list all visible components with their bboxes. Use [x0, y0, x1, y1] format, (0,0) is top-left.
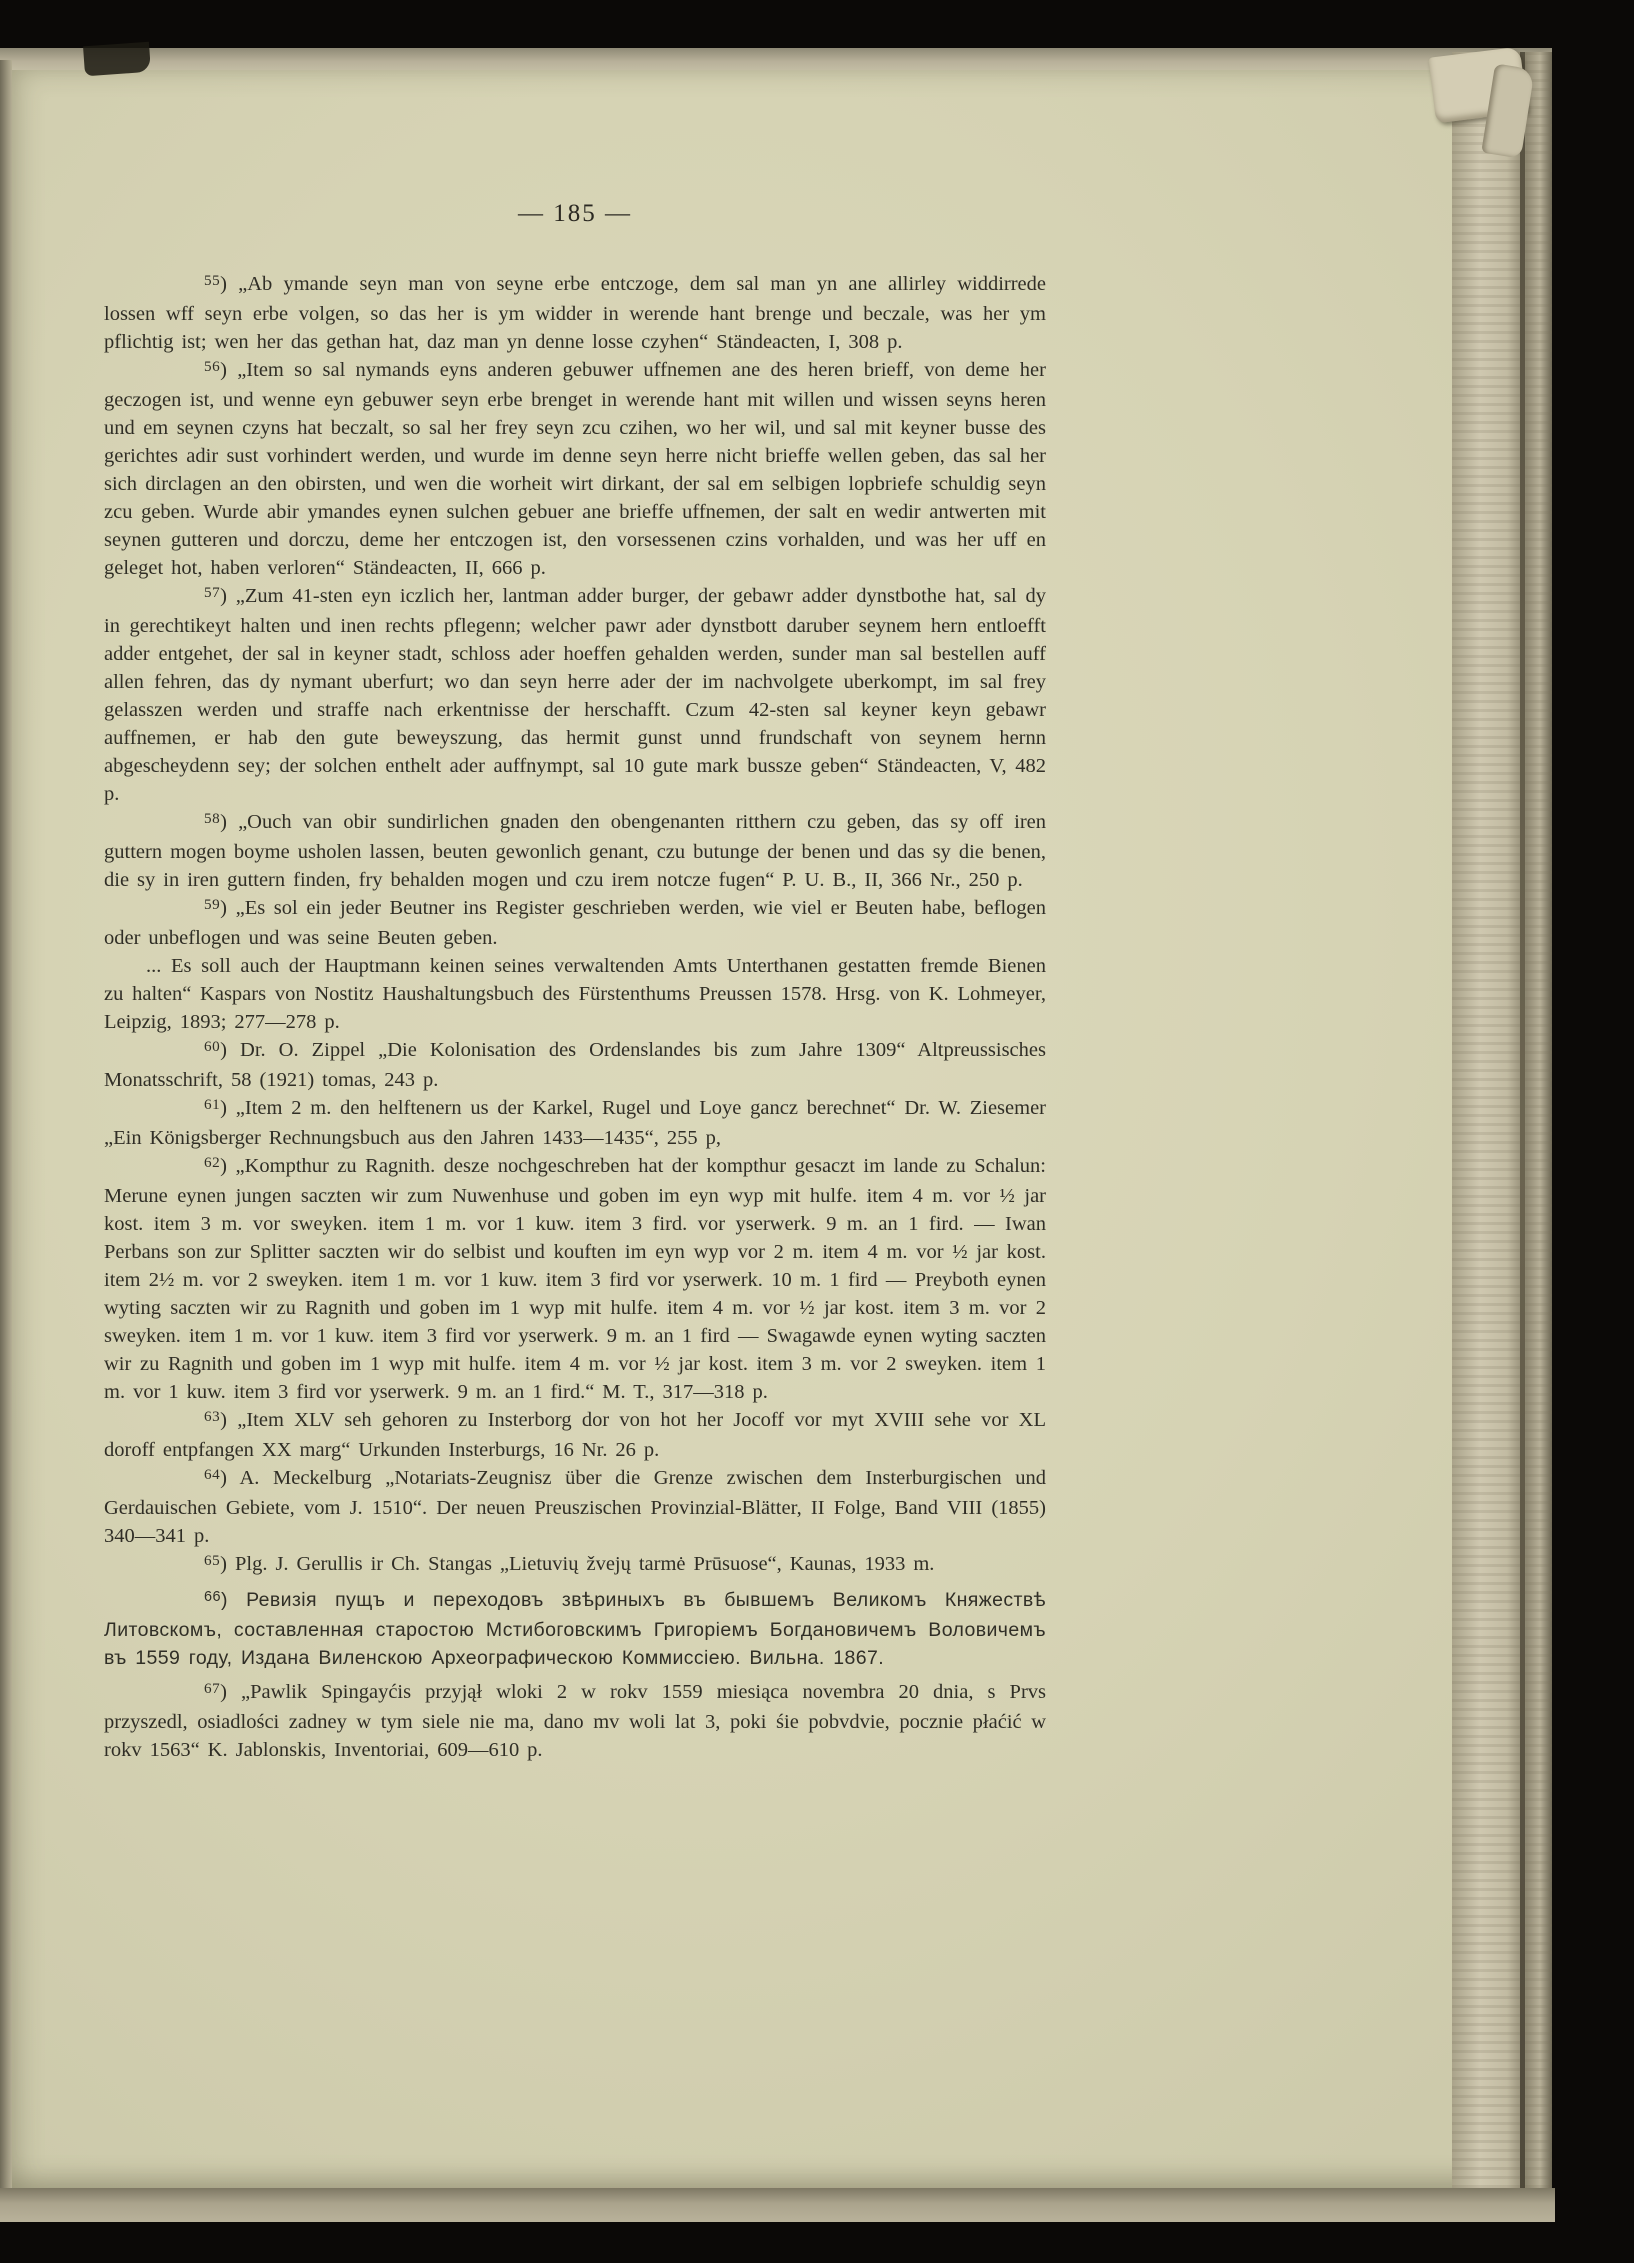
footnote-number: 65 [204, 1552, 221, 1570]
page-top-edge [0, 48, 1552, 72]
top-left-tear [83, 42, 151, 77]
footnote-text: „Item 2 m. den helftenern us der Karkel, Rugel und Loye gancz berechnet“ Dr. W. Ziesemer „Ein Königsberger Rechnungsbuch aus den Jahren 1433—1435“, 255 p, [104, 1097, 1046, 1149]
page-bottom-edge [0, 2188, 1555, 2222]
footnote-number: 59 [204, 896, 221, 914]
footnote-number: 62 [204, 1154, 221, 1172]
footnote-number: 58 [204, 810, 221, 828]
footnote-number: 61 [204, 1096, 221, 1114]
footnote-text: Plg. J. Gerullis ir Ch. Stangas „Lietuvių žvejų tarmė Prūsuose“, Kaunas, 1933 m. [234, 1553, 935, 1575]
footnote-number: 63 [204, 1408, 221, 1426]
footnote: $^{63}$) „Item XLV seh gehoren zu Insterborg dor von hot her Jocoff vor myt XVIII sehe vor XL doroff entpfangen XX marg“ Urkunden Insterburgs, 16 Nr. 26 p. [104, 1408, 1046, 1461]
binding-seam [1520, 52, 1525, 2212]
footnote-text: ... Es soll auch der Hauptmann keinen seines verwaltenden Amts Unterthanen gestatten fremde Bienen zu halten“ Kaspars von Nostitz Haushaltungsbuch des Fürstenthums Preussen 1578. Hrsg. von K. Lohmeyer, Leipzig, 1893; 277—278 p. [104, 955, 1046, 1033]
footnote: $^{55}$) „Ab ymande seyn man von seyne erbe entczoge, dem sal man yn ane allirley widdirrede lossen wff seyn erbe volgen, so das her is ym widder in werende hant brenge und beczale, was her ym pflichtig ist; wen her das gethan hat, daz man yn denne losse czyhen“ Ständeacten, I, 308 p. [104, 272, 1046, 353]
page-left-edge [0, 60, 12, 2220]
footnote-number: 67 [204, 1680, 221, 1698]
footnote-number: 55 [204, 272, 221, 290]
footnote: $^{56}$) „Item so sal nymands eyns anderen gebuwer uffnemen ane des heren brieff, von deme her geczogen ist, und wenne eyn gebuwer seyn erbe brenget in werende hant mit willen und wissen seyns heren und em seynen czyns hat beczalt, so sal her frey seyn zcu czihen, wo her wil, und sal mit keyner busse des gerichtes adir sust vorhindert werden, und wurde im denne seyn herre nicht brieffe wellen geben, das sal her sich dirclagen an den obirsten, und wen die worheit wirt dirkant, der sal em selbigen lopbriefe schuldig seyn zcu geben. Wurde abir ymandes eynen sulchen gebuer ane brieffe uffnemen, der salt en wedir antwerten mit seynen gutteren und dorczu, deme her entczogen ist, den vorsessenen czins vorhalden, und was her uff en geleget hot, haben verloren“ Ständeacten, II, 666 p. [104, 358, 1046, 579]
footnote-text: „Item XLV seh gehoren zu Insterborg dor von hot her Jocoff vor myt XVIII sehe vor XL doroff entpfangen XX marg“ Urkunden Insterburgs, 16 Nr. 26 p. [104, 1409, 1046, 1461]
footnote-text: A. Meckelburg „Notariats-Zeugnisz über die Grenze zwischen dem Insterburgischen und Gerdauischen Gebiete, vom J. 1510“. Der neuen Preuszischen Provinzial-Blätter, II Folge, Band VIII (1855) 340—341 p. [104, 1467, 1046, 1547]
footnote-text: „Pawlik Spingayćis przyjął wloki 2 w rokv 1559 miesiąca novembra 20 dnia, s Prvs przyszedl, osiadlości zadney w tym siele nie ma, dano mv woli lat 3, poki śie pobvdvie, pocznie płaćić w rokv 1563“ K. Jablonskis, Inventoriai, 609—610 p. [104, 1681, 1046, 1761]
footnote-text: Dr. O. Zippel „Die Kolonisation des Ordenslandes bis zum Jahre 1309“ Altpreussisches Monatsschrift, 58 (1921) tomas, 243 p. [104, 1039, 1046, 1091]
footnote-number: 66 [204, 1589, 222, 1606]
footnote-text: „Item so sal nymands eyns anderen gebuwer uffnemen ane des heren brieff, von deme her geczogen ist, und wenne eyn gebuwer seyn erbe brenget in werende hant mit willen und wissen seyns heren und em seynen czyns hat beczalt, so sal her frey seyn zcu czihen, wo her wil, und sal mit keyner busse des gerichtes adir sust vorhindert werden, und wurde im denne seyn herre nicht brieffe wellen geben, das sal her sich dirclagen an den obirsten, und wen die worheit wirt dirkant, der sal em selbigen lopbriefe schuldig seyn zcu geben. Wurde abir ymandes eynen sulchen gebuer ane brieffe uffnemen, der salt en wedir antwerten mit seynen gutteren und dorczu, deme her entczogen ist, den vorsessenen czins vorhalden, und was her uff en geleget hot, haben verloren“ Ständeacten, II, 666 p. [104, 359, 1046, 579]
footnote: $^{65}$) Plg. J. Gerullis ir Ch. Stangas „Lietuvių žvejų tarmė Prūsuose“, Kaunas, 1933 m. [204, 1552, 935, 1575]
print-area [104, 200, 1046, 1764]
footnote-text: Ревизія пущъ и переходовъ звѣриныхъ въ бывшемъ Великомъ Княжествѣ Литовскомъ, составленная старостою Мстибоговскимъ Григоріемъ Богдановичемъ Воловичемъ въ 1559 году, Издана Виленскою Археографическою Коммиссіею. Вильна. 1867. [104, 1589, 1046, 1669]
footnote-text: „Kompthur zu Ragnith. desze nochgeschreben hat der kompthur gesaczt im lande zu Schalun: Merune eynen jungen saczten wir zum Nuwenhuse und goben im eyn wyp mit hulfe. item 4 m. vor ½ jar kost. item 3 m. vor sweyken. item 1 m. vor 1 kuw. item 3 fird. vor yserwerk. 9 m. an 1 fird. — Iwan Perbans son zur Splitter saczten wir do selbist und kouften im eyn wyp vor 2 m. item 4 m. vor ½ jar kost. item 2½ m. vor 2 sweyken. item 1 m. vor 1 kuw. item 3 fird vor yserwerk. 10 m. 1 fird — Preyboth eynen wyting saczten wir zu Ragnith und goben im 1 wyp mit hulfe. item 4 m. vor ½ jar kost. item 3 m. vor 2 sweyken. item 1 m. vor 1 kuw. item 3 fird vor yserwerk. 9 m. an 1 fird — Swagawde eynen wyting saczten wir zu Ragnith und goben im 1 wyp mit hulfe. item 4 m. vor ½ jar kost. item 3 m. vor 2 sweyken. item 1 m. vor 1 kuw. item 3 fird vor yserwerk. 9 m. an 1 fird.“ M. T., 317—318 p. [104, 1155, 1046, 1403]
footnote: $^{59}$) „Es sol ein jeder Beutner ins Register geschrieben werden, wie viel er Beuten habe, beflogen oder unbeflogen und was seine Beuten geben. [104, 896, 1046, 949]
footnote: $^{62}$) „Kompthur zu Ragnith. desze nochgeschreben hat der kompthur gesaczt im lande zu Schalun: Merune eynen jungen saczten wir zum Nuwenhuse und goben im eyn wyp mit hulfe. item 4 m. vor ½ jar kost. item 3 m. vor sweyken. item 1 m. vor 1 kuw. item 3 fird. vor yserwerk. 9 m. an 1 fird. — Iwan Perbans son zur Splitter saczten wir do selbist und kouften im eyn wyp vor 2 m. item 4 m. vor ½ jar kost. item 2½ m. vor 2 sweyken. item 1 m. vor 1 kuw. item 3 fird vor yserwerk. 10 m. 1 fird — Preyboth eynen wyting saczten wir zu Ragnith und goben im 1 wyp mit hulfe. item 4 m. vor ½ jar kost. item 3 m. vor 2 sweyken. item 1 m. vor 1 kuw. item 3 fird vor yserwerk. 9 m. an 1 fird — Swagawde eynen wyting saczten wir zu Ragnith und goben im 1 wyp mit hulfe. item 4 m. vor ½ jar kost. item 3 m. vor 2 sweyken. item 1 m. vor 1 kuw. item 3 fird vor yserwerk. 9 m. an 1 fird.“ M. T., 317—318 p. [104, 1154, 1046, 1403]
footnote: $^{64}$) A. Meckelburg „Notariats-Zeugnisz über die Grenze zwischen dem Insterburgischen und Gerdauischen Gebiete, vom J. 1510“. Der neuen Preuszischen Provinzial-Blätter, II Folge, Band VIII (1855) 340—341 p. [104, 1466, 1046, 1547]
footnote-text: „Ouch van obir sundirlichen gnaden den obengenanten ritthern czu geben, das sy off iren guttern mogen boyme usholen lassen, beuten gewonlich genant, czu butunge der benen und das sy die benen, die sy in iren guttern finden, fry behalden mogen und czu irem notcze fugen“ P. U. B., II, 366 Nr., 250 p. [104, 811, 1046, 891]
footnote [104, 952, 1046, 1036]
page-number: — 185 — [518, 200, 632, 227]
footnote-number: 64 [204, 1466, 221, 1484]
footnote: $^{60}$) Dr. O. Zippel „Die Kolonisation des Ordenslandes bis zum Jahre 1309“ Altpreussisches Monatsschrift, 58 (1921) tomas, 243 p. [104, 1038, 1046, 1091]
footnote: $^{61}$) „Item 2 m. den helftenern us der Karkel, Rugel und Loye gancz berechnet“ Dr. W. Ziesemer „Ein Königsberger Rechnungsbuch aus den Jahren 1433—1435“, 255 p, [104, 1096, 1046, 1149]
footnote-number: 57 [204, 584, 221, 602]
footnote: $^{57}$) „Zum 41-sten eyn iczlich her, lantman adder burger, der gebawr adder dynstbothe hat, sal dy in gerechtikeyt halten und inen rechts pflegenn; welcher pawr ader dynstbott daruber seynem hern entloefft adder entgehet, der sal in keyner stadt, schloss ader hoeffen gehalden werden, sunder man sal bestellen auff allen fehren, das dy nymant uberfurt; wo dan seyn herre ader der im nachvolgete uberkompt, im sal frey gelasszen werden und straffe nach erkentnisse der herschafft. Czum 42-sten sal keyner keyn gebawr auffnemen, er hab den gute beweyszung, das hermit gunst unnd frundschaft von seynem hernn abgescheydenn sey; der solchen enthelt ader auffnympt, sal 10 gute mark bussze geben“ Ständeacten, V, 482 p. [104, 584, 1046, 805]
footnote-text: „Es sol ein jeder Beutner ins Register geschrieben werden, wie viel er Beuten habe, beflogen oder unbeflogen und was seine Beuten geben. [104, 897, 1046, 949]
footnote: $^{66}$) Ревизія пущъ и переходовъ звѣриныхъ въ бывшемъ Великомъ Княжествѣ Литовскомъ, составленная старостою Мстибоговскимъ Григоріемъ Богдановичемъ Воловичемъ въ 1559 году, Издана Виленскою Археографическою Коммиссіею. Вильна. 1867. [104, 1589, 1046, 1669]
footnotes-block [104, 270, 1046, 1764]
page-right-binding-edge [1452, 52, 1552, 2212]
footnote: $^{67}$) „Pawlik Spingayćis przyjął wloki 2 w rokv 1559 miesiąca novembra 20 dnia, s Prvs przyszedl, osiadlości zadney w tym siele nie ma, dano mv woli lat 3, poki śie pobvdvie, pocznie płaćić w rokv 1563“ K. Jablonskis, Inventoriai, 609—610 p. [104, 1680, 1046, 1761]
footnote-number: 56 [204, 358, 221, 376]
footnote: $^{58}$) „Ouch van obir sundirlichen gnaden den obengenanten ritthern czu geben, das sy off iren guttern mogen boyme usholen lassen, beuten gewonlich genant, czu butunge der benen und das sy die benen, die sy in iren guttern finden, fry behalden mogen und czu irem notcze fugen“ P. U. B., II, 366 Nr., 250 p. [104, 810, 1046, 891]
footnote-text: „Ab ymande seyn man von seyne erbe entczoge, dem sal man yn ane allirley widdirrede lossen wff seyn erbe volgen, so das her is ym widder in werende hant brenge und beczale, was her ym pflichtig ist; wen her das gethan hat, daz man yn denne losse czyhen“ Ständeacten, I, 308 p. [104, 273, 1046, 353]
footnote-number: 60 [204, 1038, 221, 1056]
footnote-text: „Zum 41-sten eyn iczlich her, lantman adder burger, der gebawr adder dynstbothe hat, sal dy in gerechtikeyt halten und inen rechts pflegenn; welcher pawr ader dynstbott daruber seynem hern entloefft adder entgehet, der sal in keyner stadt, schloss ader hoeffen gehalden werden, sunder man sal bestellen auff allen fehren, das dy nymant uberfurt; wo dan seyn herre ader der im nachvolgete uberkompt, im sal frey gelasszen werden und straffe nach erkentnisse der herschafft. Czum 42-sten sal keyner keyn gebawr auffnemen, er hab den gute beweyszung, das hermit gunst unnd frundschaft von seynem hernn abgescheydenn sey; der solchen enthelt ader auffnympt, sal 10 gute mark bussze geben“ Ständeacten, V, 482 p. [104, 585, 1046, 805]
